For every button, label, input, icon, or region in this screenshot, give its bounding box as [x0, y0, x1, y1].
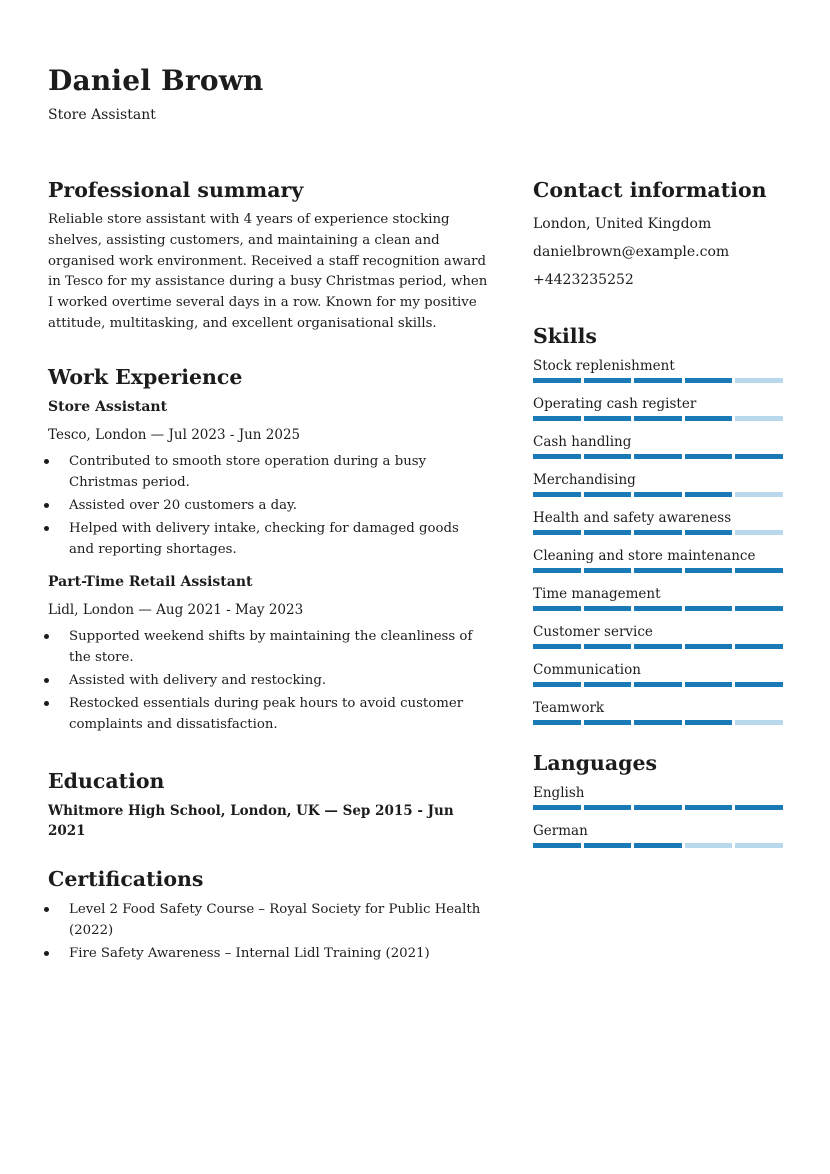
skill-level-bar [533, 644, 783, 649]
skill-level-bar [533, 416, 783, 421]
list-item: Restocked essentials during peak hours to avoid customer complaints and dissatisfaction. [48, 693, 488, 735]
skill-level-segment [735, 568, 783, 573]
job-meta: Tesco, London — Jul 2023 - Jun 2025 [48, 426, 301, 443]
skill-level-segment [735, 682, 783, 687]
skill-level-segment [685, 454, 733, 459]
skill-level-segment [735, 530, 783, 535]
skill-level-segment [735, 454, 783, 459]
job-entry [48, 572, 488, 735]
skill-item [533, 394, 783, 421]
certifications-section [48, 863, 488, 964]
skill-level-bar [533, 568, 783, 573]
skills-heading: Skills [533, 324, 597, 348]
skill-item [533, 432, 783, 459]
skills-list [533, 356, 783, 725]
education-line: Whitmore High School, London, UK — Sep 2015 - Jun 2021 [48, 802, 454, 839]
skill-level-segment [685, 644, 733, 649]
skill-level-segment [735, 644, 783, 649]
skill-level-segment [533, 644, 581, 649]
skill-level-segment [634, 644, 682, 649]
certifications-heading: Certifications [48, 866, 204, 891]
job-entry [48, 397, 488, 560]
skill-level-segment [634, 492, 682, 497]
language-item [533, 783, 783, 810]
skill-level-segment [634, 378, 682, 383]
job-title: Store Assistant [48, 398, 168, 415]
skill-level-bar [533, 682, 783, 687]
language-level-segment [634, 805, 682, 810]
skill-level-segment [685, 606, 733, 611]
language-item [533, 821, 783, 848]
skill-item [533, 356, 783, 383]
job-bullets [48, 626, 488, 735]
language-level-segment [533, 843, 581, 848]
contact-email: danielbrown@example.com [533, 244, 730, 260]
skill-level-segment [533, 416, 581, 421]
skill-level-segment [533, 378, 581, 383]
skill-level-bar [533, 720, 783, 725]
skill-level-segment [685, 568, 733, 573]
skill-label: Operating cash register [533, 396, 697, 412]
right-column [533, 174, 783, 870]
work-heading: Work Experience [48, 364, 243, 389]
skill-label: Cleaning and store maintenance [533, 548, 756, 564]
job-meta: Lidl, London — Aug 2021 - May 2023 [48, 601, 304, 618]
languages-section [533, 747, 783, 848]
skill-level-segment [584, 530, 632, 535]
skill-level-segment [735, 492, 783, 497]
summary-text: Reliable store assistant with 4 years of experience stocking shelves, assisting customers, and maintaining a clean and organised work environment. Received a staff recognition award in Tesco for my assistance during a busy Christmas period, when I worked overtime several days in a row. Known for my positive attitude, multitasking, and excellent organisational skills. [48, 212, 488, 331]
skill-level-segment [584, 606, 632, 611]
candidate-role: Store Assistant [48, 107, 156, 123]
skill-level-segment [584, 720, 632, 725]
skill-level-segment [634, 454, 682, 459]
left-column [48, 174, 488, 986]
list-item: Level 2 Food Safety Course – Royal Society for Public Health (2022) [48, 899, 488, 941]
skill-level-segment [634, 682, 682, 687]
skill-level-bar [533, 530, 783, 535]
job-title: Part-Time Retail Assistant [48, 573, 253, 590]
skill-label: Cash handling [533, 434, 632, 450]
list-item: Fire Safety Awareness – Internal Lidl Training (2021) [48, 943, 488, 964]
skill-level-segment [584, 682, 632, 687]
skill-level-segment [584, 568, 632, 573]
candidate-name: Daniel Brown [48, 64, 264, 97]
summary-section [48, 174, 488, 335]
education-section [48, 765, 488, 841]
skill-level-segment [735, 720, 783, 725]
skill-item [533, 584, 783, 611]
skill-label: Health and safety awareness [533, 510, 732, 526]
skill-label: Stock replenishment [533, 358, 675, 374]
summary-heading: Professional summary [48, 178, 304, 202]
skill-level-segment [533, 530, 581, 535]
languages-heading: Languages [533, 751, 658, 775]
contact-section [533, 174, 783, 294]
skill-level-segment [584, 644, 632, 649]
contact-phone: +4423235252 [533, 272, 634, 288]
skills-section [533, 320, 783, 725]
skill-label: Time management [533, 586, 661, 602]
language-level-segment [533, 805, 581, 810]
job-bullets [48, 451, 488, 560]
skill-label: Merchandising [533, 472, 636, 488]
certifications-list [48, 899, 488, 964]
language-level-segment [685, 805, 733, 810]
skill-level-segment [634, 720, 682, 725]
skill-level-segment [685, 682, 733, 687]
skill-level-bar [533, 378, 783, 383]
language-label: German [533, 823, 588, 839]
skill-level-segment [634, 530, 682, 535]
skill-level-segment [533, 720, 581, 725]
contact-heading: Contact information [533, 178, 767, 202]
skill-level-segment [634, 568, 682, 573]
skill-level-segment [634, 416, 682, 421]
language-level-segment [584, 843, 632, 848]
skill-level-segment [584, 492, 632, 497]
skill-level-segment [584, 416, 632, 421]
language-level-segment [685, 843, 733, 848]
list-item: Assisted over 20 customers a day. [48, 495, 488, 516]
skill-item [533, 698, 783, 725]
skill-item [533, 508, 783, 535]
languages-list [533, 783, 783, 848]
skill-level-segment [685, 530, 733, 535]
skill-level-segment [685, 416, 733, 421]
skill-level-bar [533, 606, 783, 611]
language-level-segment [634, 843, 682, 848]
education-heading: Education [48, 768, 165, 793]
skill-level-segment [533, 492, 581, 497]
language-level-segment [584, 805, 632, 810]
language-level-bar [533, 805, 783, 810]
skill-level-segment [735, 606, 783, 611]
language-level-bar [533, 843, 783, 848]
skill-level-segment [533, 606, 581, 611]
skill-level-segment [584, 378, 632, 383]
skill-label: Customer service [533, 624, 653, 640]
language-level-segment [735, 843, 783, 848]
list-item: Contributed to smooth store operation during a busy Christmas period. [48, 451, 488, 493]
skill-level-bar [533, 492, 783, 497]
skill-level-segment [735, 416, 783, 421]
skill-label: Communication [533, 662, 641, 678]
work-section [48, 361, 488, 735]
skill-item [533, 470, 783, 497]
language-level-segment [735, 805, 783, 810]
skill-level-segment [533, 454, 581, 459]
list-item: Supported weekend shifts by maintaining the cleanliness of the store. [48, 626, 488, 668]
skill-item [533, 622, 783, 649]
skill-item [533, 660, 783, 687]
skill-level-segment [735, 378, 783, 383]
contact-location: London, United Kingdom [533, 216, 712, 232]
skill-level-segment [685, 720, 733, 725]
skill-level-segment [533, 682, 581, 687]
skill-level-segment [685, 378, 733, 383]
skill-item [533, 546, 783, 573]
list-item: Assisted with delivery and restocking. [48, 670, 488, 691]
skill-level-segment [584, 454, 632, 459]
list-item: Helped with delivery intake, checking for damaged goods and reporting shortages. [48, 518, 488, 560]
skill-level-segment [685, 492, 733, 497]
skill-level-bar [533, 454, 783, 459]
skill-level-segment [533, 568, 581, 573]
skill-level-segment [634, 606, 682, 611]
language-label: English [533, 785, 585, 801]
skill-label: Teamwork [533, 700, 605, 716]
